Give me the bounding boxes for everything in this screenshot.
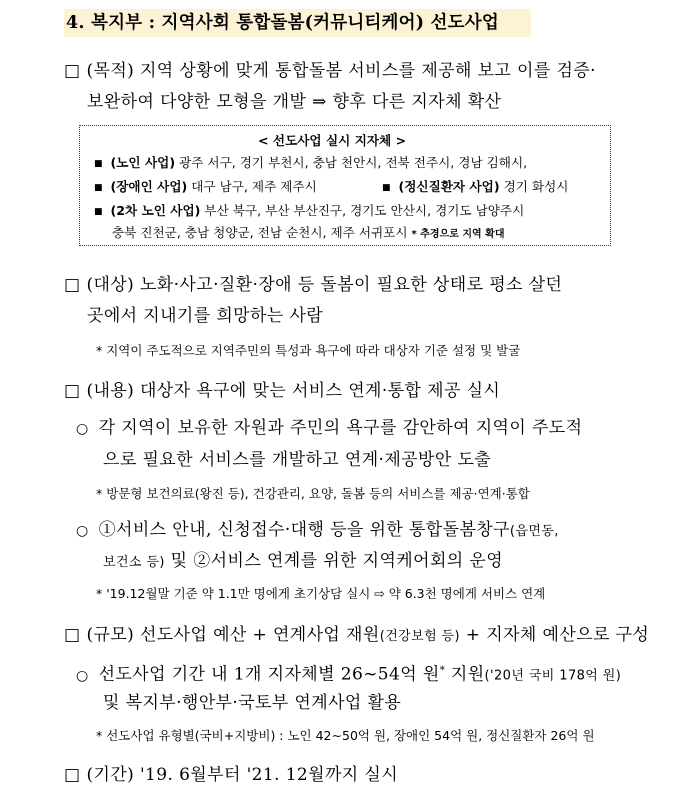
scale-text-a: (규모) 선도사업 예산 + 연계사업 재원 — [86, 625, 380, 645]
scale-text-b: (건강보험 등) — [379, 629, 460, 644]
content-item2-note: * '19.12월말 기준 약 1.1만 명에게 초기상담 실시 ⇨ 약 6.3천 명에게 서비스 연계 — [96, 586, 546, 601]
content-item1-note: * 방문형 보건의료(왕진 등), 건강관리, 요양, 돌봄 등의 서비스를 제공·연계·통합 — [96, 486, 530, 501]
content-line — [64, 380, 500, 402]
purpose-text-1: (목적) 지역 상황에 맞게 통합돌봄 서비스를 제공해 보고 이를 검증· — [86, 61, 596, 81]
content-item2-text2a: 보건소 등) — [103, 555, 165, 570]
scale-item-line2: 및 복지부·행안부·국토부 연계사업 활용 — [103, 693, 402, 713]
filled-square-icon: ■ — [94, 183, 103, 193]
square-bullet-icon: □ — [64, 625, 81, 645]
purpose-line-1 — [64, 60, 596, 82]
disabled-label: (장애인 사업) — [110, 179, 188, 194]
content-item2-line1 — [76, 519, 559, 543]
box-row-disabled — [94, 178, 317, 197]
elder-text: 광주 서구, 경기 부천시, 충남 천안시, 전북 전주시, 경남 김해시, — [179, 155, 528, 170]
content-item2-text2b: 및 ②서비스 연계를 위한 지역케어회의 운영 — [164, 551, 504, 571]
elder2-text-2: 충북 진천군, 충남 청양군, 전남 순천시, 제주 서귀포시 — [112, 225, 408, 240]
section-heading: 4. 복지부 : 지역사회 통합돌봄(커뮤니티케어) 선도사업 — [64, 9, 531, 37]
square-bullet-icon: □ — [64, 381, 81, 401]
content-item1-line2: 으로 필요한 서비스를 개발하고 연계·제공방안 도출 — [103, 450, 492, 470]
target-note: * 지역이 주도적으로 지역주민의 특성과 욕구에 따라 대상자 기준 설정 및 발굴 — [96, 343, 521, 358]
target-line-2: 곳에서 지내기를 희망하는 사람 — [87, 306, 324, 326]
content-item1-text1: 각 지역이 보유한 자원과 주민의 욕구를 감안하여 지역이 주도적 — [98, 418, 583, 438]
footnote-marker: * — [439, 665, 446, 676]
scale-item-text1b: 지원 — [445, 664, 485, 685]
mental-label: (정신질환자 사업) — [398, 179, 500, 194]
scale-item-text1a: 선도사업 기간 내 1개 지자체별 26∼54억 원 — [98, 664, 440, 685]
circle-bullet-icon: ○ — [76, 523, 89, 539]
scale-item-text1c: ('20년 국비 178억 원) — [484, 668, 622, 684]
square-bullet-icon: □ — [64, 275, 81, 295]
content-item2-text1b: (읍면동, — [509, 524, 559, 539]
elder-label: (노인 사업) — [110, 155, 176, 170]
box-note: * 추경으로 지역 확대 — [411, 229, 505, 240]
elder2-text: 부산 북구, 부산 부산진구, 경기도 안산시, 경기도 남양주시 — [204, 203, 525, 218]
box-row-elder2 — [94, 202, 524, 221]
period-line — [64, 764, 398, 786]
target-text-1: (대상) 노화·사고·질환·장애 등 돌봄이 필요한 상태로 평소 살던 — [86, 275, 563, 295]
content-item2-text1a: ①서비스 안내, 신청접수·대행 등을 위한 통합돌봄창구 — [98, 520, 510, 540]
scale-line — [64, 624, 649, 648]
box-row-mental — [382, 178, 568, 197]
filled-square-icon: ■ — [94, 207, 103, 217]
circle-bullet-icon: ○ — [76, 667, 89, 684]
square-bullet-icon: □ — [64, 765, 81, 785]
scale-note: * 선도사업 유형별(국비+지방비) : 노인 42∼50억 원, 장애인 54억 원, 정신질환자 26억 원 — [96, 728, 595, 743]
content-item2-line2 — [103, 550, 503, 574]
elder2-label: (2차 노인 사업) — [110, 203, 201, 218]
square-bullet-icon: □ — [64, 61, 81, 81]
mental-text: 경기 화성시 — [503, 179, 569, 194]
purpose-line-2: 보완하여 다양한 모형을 개발 ⇒ 향후 다른 지자체 확산 — [87, 92, 502, 112]
box-title: < 선도사업 실시 지자체 > — [258, 133, 407, 148]
content-text: (내용) 대상자 욕구에 맞는 서비스 연계·통합 제공 실시 — [86, 381, 501, 401]
filled-square-icon: ■ — [94, 159, 103, 169]
scale-item-line1 — [76, 660, 621, 688]
target-line-1 — [64, 274, 562, 296]
period-text: (기간) '19. 6월부터 '21. 12월까지 실시 — [86, 765, 399, 785]
disabled-text: 대구 남구, 제주 제주시 — [191, 179, 317, 194]
circle-bullet-icon: ○ — [76, 421, 89, 437]
box-row-elder2-cont — [112, 224, 505, 244]
scale-text-c: + 지자체 예산으로 구성 — [460, 625, 650, 645]
box-row-elder — [94, 154, 527, 173]
content-item1-line1 — [76, 417, 582, 440]
filled-square-icon: ■ — [382, 183, 391, 193]
